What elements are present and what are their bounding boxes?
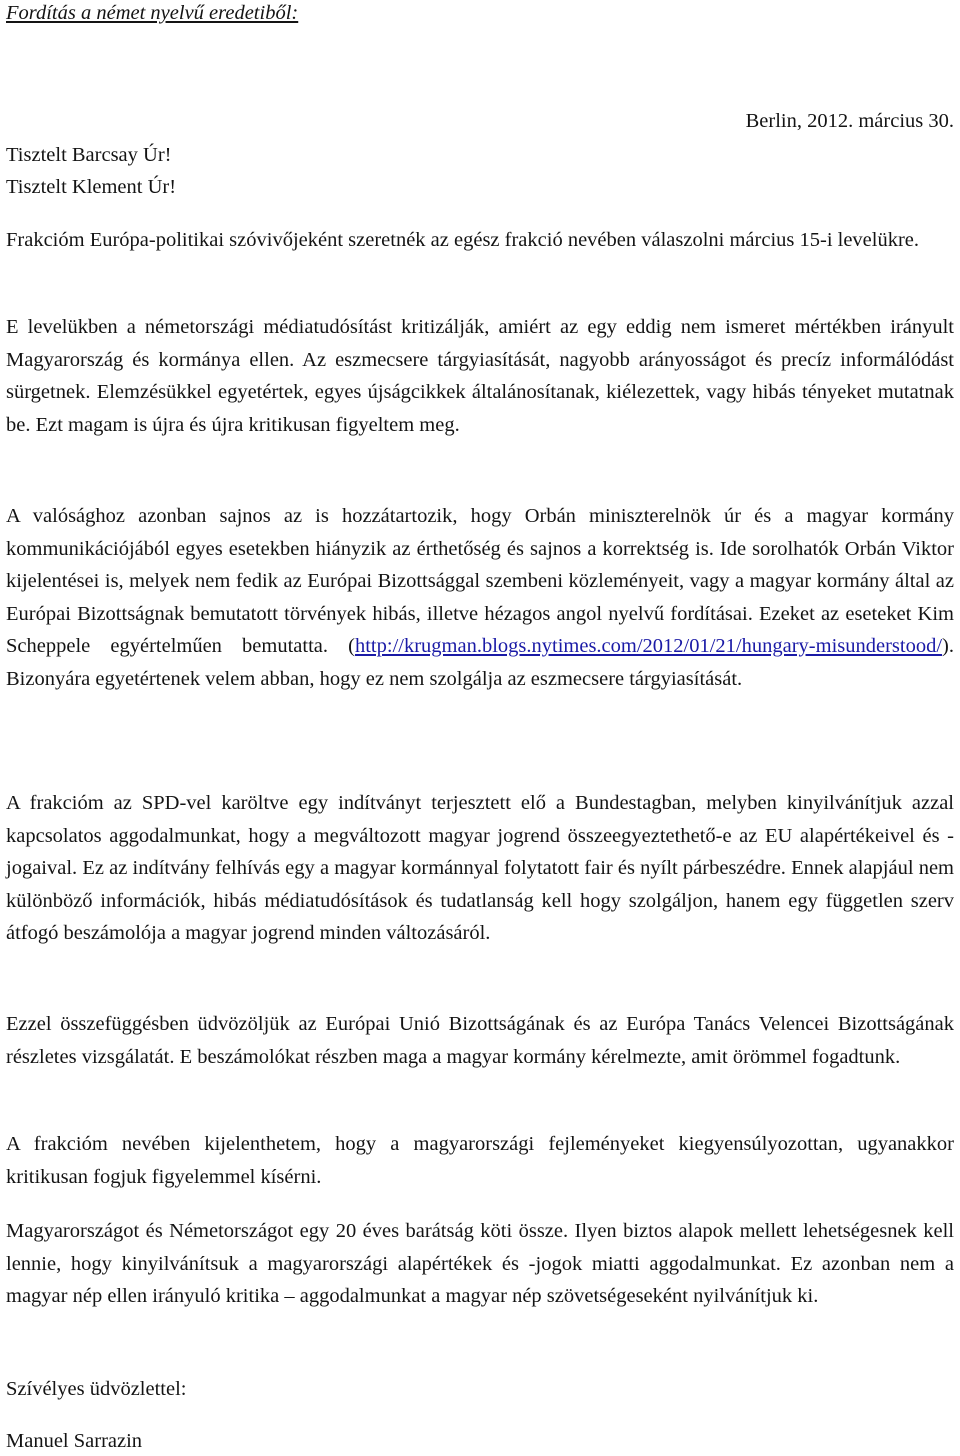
paragraph-spd-motion: A frakcióm az SPD-vel karöltve egy indítványt terjesztett elő a Bundestagban, melyben kinyilvánítjuk azzal kapcsolatos aggodalmunkat, hogy a megváltozott magyar jogrend összeegyeztethető-e az EU alapértékeivel és -jogaival. Ez az indítvány felhívás egy a magyar kormánnyal folytatott fair és nyílt párbeszédre. Ennek alapjául nem különböző információk, hibás médiatudósítások és tudatlanság kell hogy szolgáljon, hanem egy független szerv átfogó beszámolója a magyar jogrend minden változásáról. (6, 792, 954, 944)
salutation-barcsay: Tisztelt Barcsay Úr! (6, 144, 172, 166)
paragraph-text: A valósághoz azonban sajnos az is hozzátartozik, hogy Orbán miniszterelnök úr és a magyar kormány kommunikációjából egyes esetekben hiányzik az érthetőség és sajnos a korrektség is. Ide sorolhatók Orbán Viktor kijelentései is, melyek nem fedik az Európai Bizottsággal szembeni közleményeit, vagy a magyar kormány által az Európai Bizottságnak bemutatott törvények hibás, illetve hézagos angol nyelvű fordításai. Ezeket az eseteket Kim Scheppele egyértelműen bemutatta. ( (6, 505, 954, 657)
paragraph-intro: Frakcióm Európa-politikai szóvivőjeként szeretnék az egész frakció nevében válaszolni március 15-i levelükre. (6, 229, 920, 251)
date-place: Berlin, 2012. március 30. (745, 110, 954, 132)
paragraph-observation: A frakcióm nevében kijelenthetem, hogy a magyarországi fejleményeket kiegyensúlyozottan, ugyanakkor kritikusan fogjuk figyelemmel kísérni. (6, 1133, 954, 1188)
scheppele-link[interactable]: http://krugman.blogs.nytimes.com/2012/01/21/hungary-misunderstood/ (354, 635, 943, 657)
paragraph-text: ). Bizonyára egyetértenek velem abban, hogy ez nem szolgálja az eszmecsere tárgyiasítását. (6, 635, 954, 690)
paragraph-friendship: Magyarországot és Németországot egy 20 éves barátság köti össze. Ilyen biztos alapok mellett lehetségesnek kell lennie, hogy kinyilvánítsuk a magyarországi alapértékek és -jogok miatti aggodalmunkat. Ez azonban nem a magyar nép ellen irányuló kritika – aggodalmunkat a magyar nép szövetségeseként nyilvánítjuk ki. (6, 1220, 954, 1307)
paragraph-media-criticism: E levelükben a németországi médiatudósítást kritizálják, amiért az egy eddig nem ismeret mértékben irányult Magyarország és kormánya ellen. Az eszmecsere tárgyiasítását, nagyobb arányosságot és precíz informálódást sürgetnek. Elemzésükkel egyetértek, egyes újságcikkek általánosítanak, kiélezettek, vagy hibás tényeket mutatnak be. Ezt magam is újra és újra kritikusan figyeltem meg. (6, 316, 954, 436)
translation-note: Fordítás a német nyelvű eredetiből: (6, 2, 299, 24)
closing-greeting: Szívélyes üdvözlettel: (6, 1378, 187, 1400)
paragraph-government-communication (6, 500, 954, 695)
salutation-klement: Tisztelt Klement Úr! (6, 176, 177, 198)
paragraph-venice-commission: Ezzel összefüggésben üdvözöljük az Európai Unió Bizottságának és az Európa Tanács Velencei Bizottságának részletes vizsgálatát. E beszámolókat részben maga a magyar kormány kérelmezte, amit örömmel fogadtunk. (6, 1013, 954, 1068)
signature-name: Manuel Sarrazin (6, 1430, 143, 1452)
